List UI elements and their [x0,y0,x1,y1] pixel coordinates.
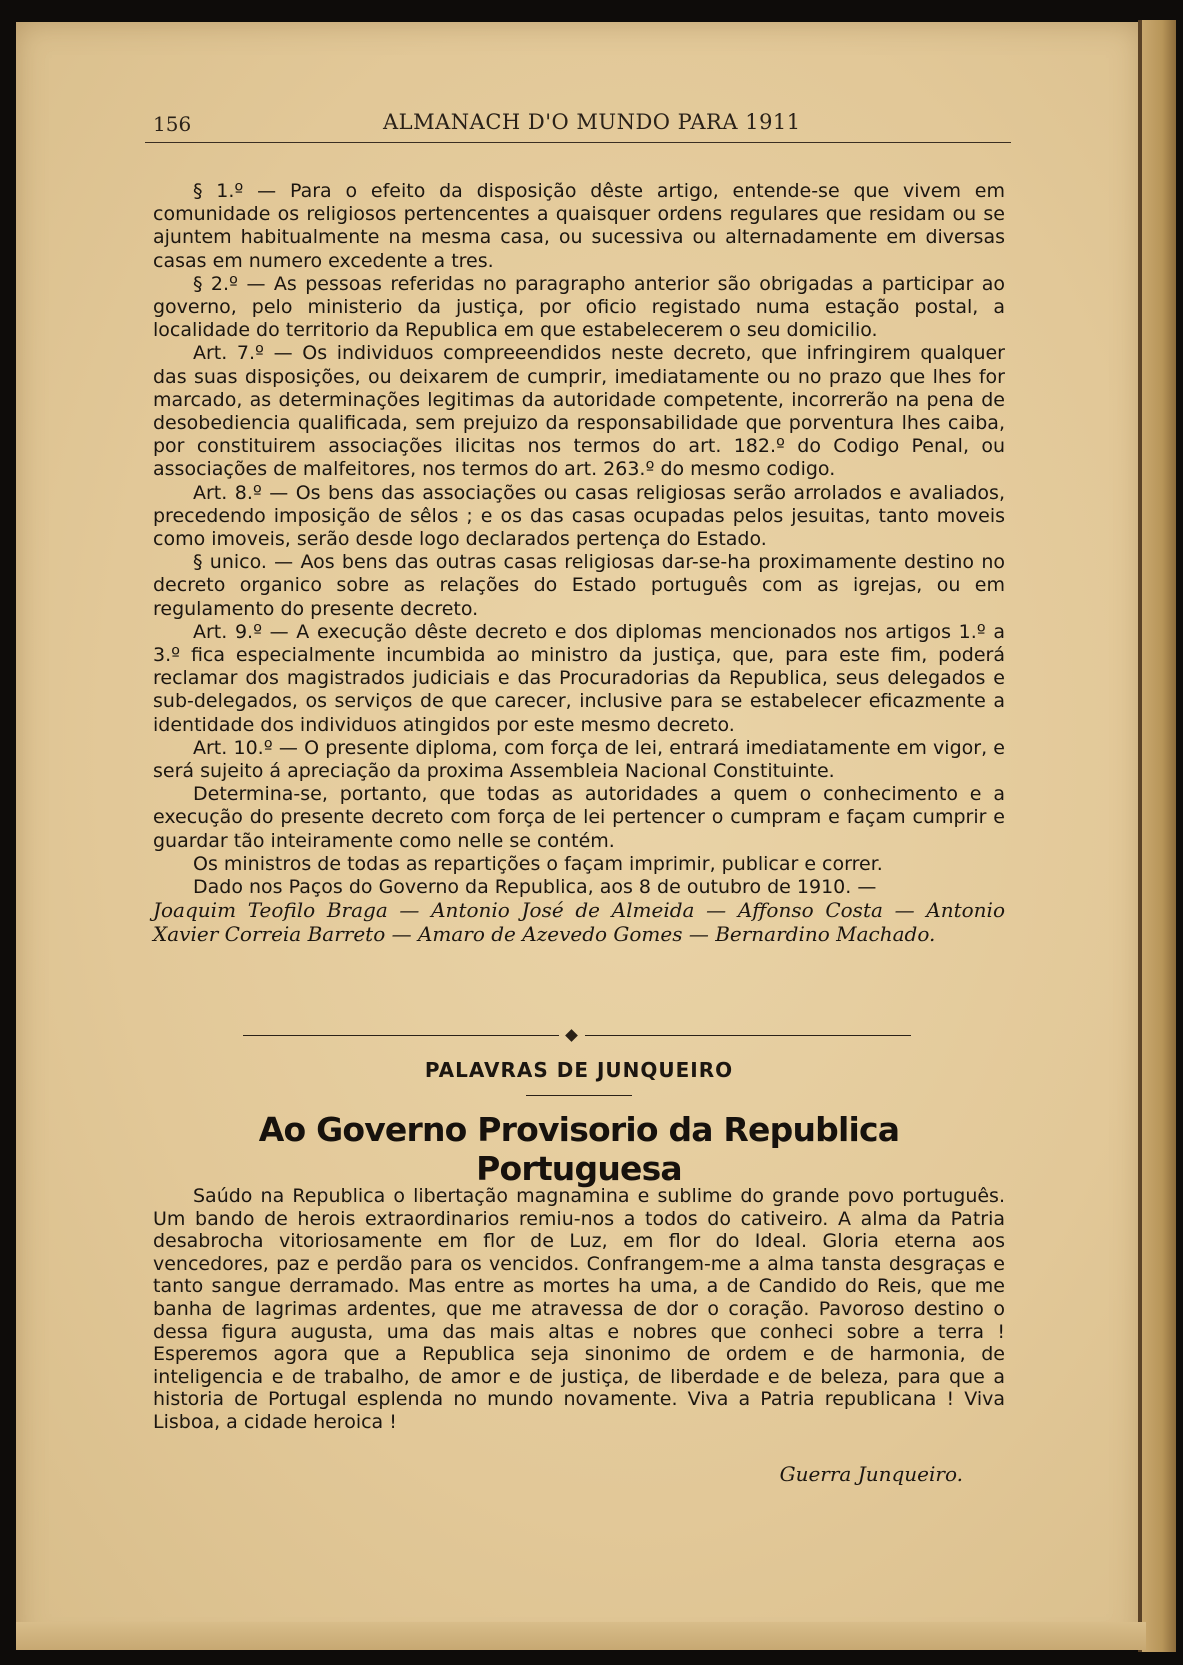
decree-paragraph: Art. 9.º — A execução dêste decreto e dos diplomas mencionados nos artigos 1.º a 3.º fica especialmente incumbida ao ministro da justiça, que, para este fim, poderá reclamar dos magistrados judiciais e das Procuradorias da Republica, seus delegados e sub-delegados, os serviços de que carecer, inclusive para se estabelecer eficazmente a identidade dos individuos atingidos por este mesmo decreto. [153,620,1005,736]
decree-signers: Joaquim Teofilo Braga — Antonio José de Almeida — Affonso Costa — Antonio Xavier Correia Barreto — Amaro de Azevedo Gomes — Bernardino Machado. [153,898,1005,946]
decree-paragraph: Determina-se, portanto, que todas as autoridades a quem o conhecimento e a execução do presente decreto com força de lei pertencer o cumpram e façam cumprir e guardar tão inteiramente como nelle se contém. [153,783,1005,852]
section-label-rule [526,1095,632,1096]
section-label: PALAVRAS DE JUNQUEIRO [424,1058,734,1082]
decree-text [153,180,1005,946]
page-bottom-edge [16,1622,1146,1650]
header-rule [145,142,1011,143]
running-head [153,108,1005,142]
next-page-edge [1142,20,1176,1652]
decree-paragraph: § unico. — Aos bens das outras casas religiosas dar-se-ha proximamente destino no decreto organico sobre as relações do Estado português com as igrejas, ou em regulamento do presente decreto. [153,551,1005,620]
decree-paragraph: Art. 7.º — Os individuos compreeendidos neste decreto, que infringirem qualquer das suas disposições, ou deixarem de cumprir, imediatamente ou no prazo que lhes for marcado, as determinações legitimas da autoridade competente, incorrerão na pena de desobediencia qualificada, sem prejuizo da responsabilidade que porventura lhes caiba, por constituirem associações ilicitas nos termos do art. 182.º do Codigo Penal, ou associações de malfeitores, nos termos do art. 263.º do mesmo codigo. [153,342,1005,481]
running-title: ALMANACH D'O MUNDO PARA 1911 [383,110,801,134]
page-content [153,108,1005,1486]
decree-paragraph: Os ministros de todas as repartições o façam imprimir, publicar e correr. [193,852,883,875]
decree-paragraph: Art. 10.º — O presente diploma, com força de lei, entrará imediatamente em vigor, e será sujeito á apreciação da proxima Assembleia Nacional Constituinte. [153,736,1005,783]
separator-rule-left [243,1035,559,1036]
section-separator [243,1028,911,1044]
separator-ornament [565,1029,578,1042]
separator-rule-right [585,1035,911,1036]
section-heading: Ao Governo Provisorio da Republica Portuguesa [258,1110,900,1188]
letter-paragraph: Saúdo na Republica o libertação magnamina e sublime do grande povo português. Um bando de herois extraordinarios remiu-nos a todos do cativeiro. A alma da Patria desabrocha vitoriosamente em flor de Luz, em flor do Ideal. Gloria eterna aos vencedores, paz e perdão para os vencidos. Confrangem-me a alma tansta desgraças e tanto sangue derramado. Mas entre as mortes ha uma, a de Candido do Reis, que me banha de lagrimas ardentes, que me atravessa de dor o coração. Pavoroso destino o dessa figura augusta, uma das mais altas e nobres que conheci sobre a terra ! Esperemos agora que a Republica seja sinonimo de ordem e de harmonia, de inteligencia e de trabalho, de amor e de justiça, de liberdade e de beleza, para que a historia de Portugal esplenda no mundo novamente. Viva a Patria republicana ! Viva Lisboa, a cidade heroica ! [153,1185,1005,1433]
decree-paragraph: Dado nos Paços do Governo da Republica, aos 8 de outubro de 1910. — [193,876,877,899]
decree-paragraph: § 2.º — As pessoas referidas no paragrapho anterior são obrigadas a participar ao governo, pelo ministerio da justiça, por oficio registado numa estação postal, a localidade do territorio da Republica em que estabelecerem o seu domicilio. [153,272,1005,342]
decree-paragraph: Art. 8.º — Os bens das associações ou casas religiosas serão arrolados e avaliados, precedendo imposição de sêlos ; e os das casas ocupadas pelos jesuitas, tanto moveis como imoveis, serão desde logo declarados pertença do Estado. [153,481,1005,551]
decree-paragraph: § 1.º — Para o efeito da disposição dêste artigo, entende-se que vivem em comunidade os religiosos pertencentes a quaisquer ordens regulares que residam ou se ajuntem habitualmente na mesma casa, ou sucessiva ou alternadamente em diversas casas em numero excedente a tres. [153,180,1005,272]
signature: Guerra Junqueiro. [779,1462,963,1486]
page-number: 156 [153,112,192,136]
junqueiro-text [153,1185,1005,1434]
